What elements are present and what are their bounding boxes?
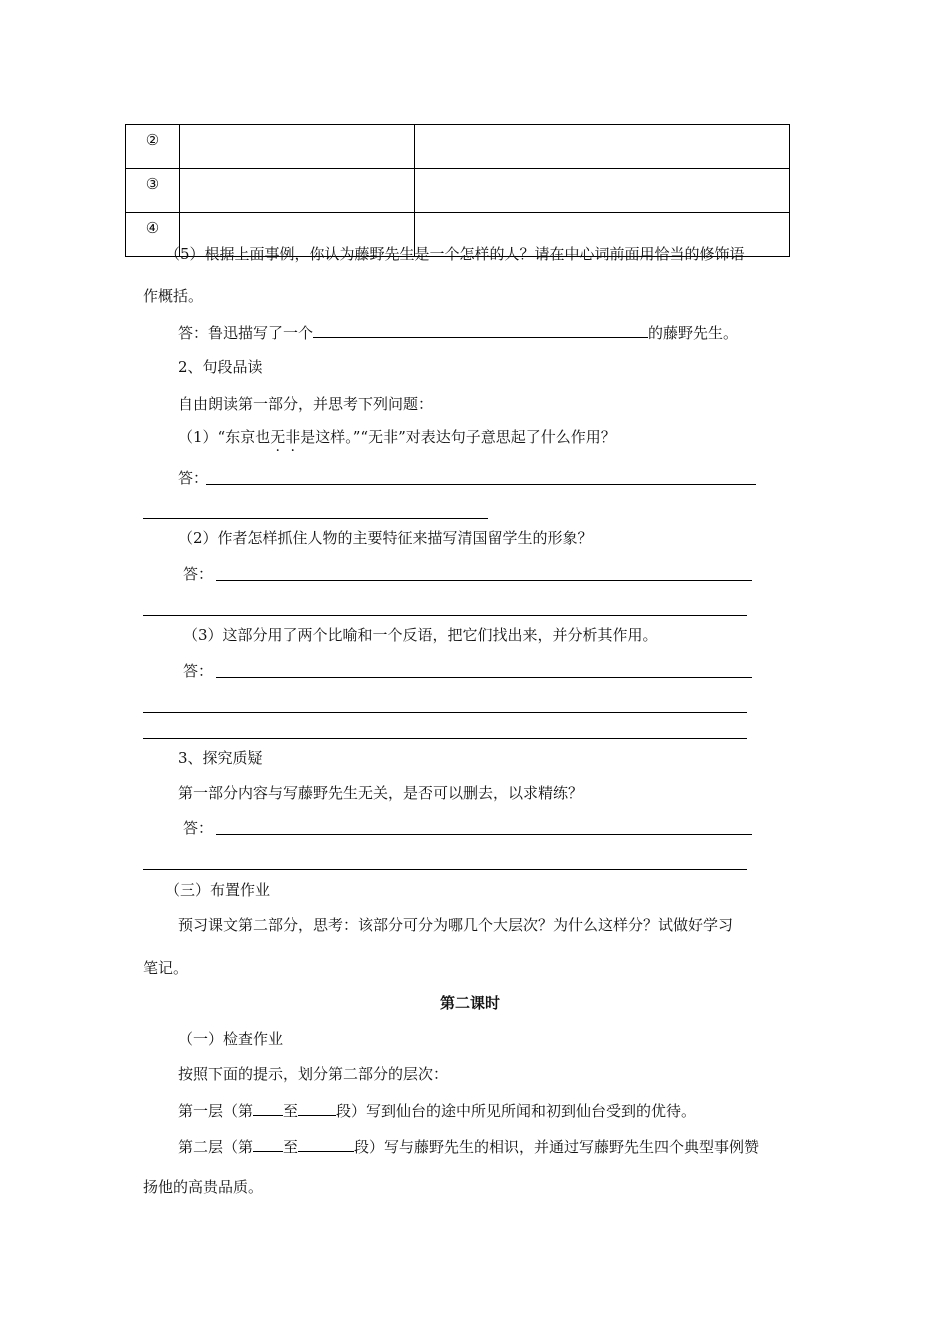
layer2-end-blank[interactable] [298, 1135, 354, 1152]
section3-title: 3、探究质疑 [178, 749, 263, 767]
section2-q3: （3）这部分用了两个比喻和一个反语，把它们找出来，并分析其作用。 [183, 626, 658, 644]
layer1 [178, 1099, 696, 1121]
q5-answer-prefix: 答：鲁迅描写了一个 [178, 324, 314, 342]
layer2-start-blank[interactable] [253, 1135, 283, 1152]
events-table [125, 124, 790, 257]
homework-title: （三）布置作业 [165, 881, 271, 899]
row-number: ③ [126, 169, 180, 213]
table-cell[interactable] [180, 125, 415, 169]
q5-answer [178, 321, 738, 343]
q3-answer-line-2[interactable] [143, 712, 747, 713]
q5-line1: （5）根据上面事例，你认为藤野先生是一个怎样的人？请在中心词前面用恰当的修饰语 [165, 245, 745, 263]
q1-answer-label: 答： [178, 469, 209, 487]
section2-title: 2、句段品读 [178, 358, 263, 376]
layer2-text-c: 段）写与藤野先生的相识，并通过写藤野先生四个典型事例赞 [354, 1138, 760, 1156]
table-cell[interactable] [180, 169, 415, 213]
layer1-text-a: 第一层（第 [178, 1102, 254, 1120]
section2-q1 [178, 427, 616, 447]
lesson2-instruction: 按照下面的提示，划分第二部分的层次： [178, 1065, 449, 1083]
layer1-end-blank[interactable] [298, 1099, 336, 1116]
layer1-text-b: 至 [283, 1102, 299, 1120]
section2-q2: （2）作者怎样抓住人物的主要特征来描写清国留学生的形象？ [178, 529, 593, 547]
section2-intro: 自由朗读第一部分，并思考下列问题： [178, 395, 434, 413]
homework-line1: 预习课文第二部分，思考：该部分可分为哪几个大层次？为什么这样分？试做好学习 [178, 916, 734, 934]
lesson2-heading: 第二课时 [440, 994, 501, 1012]
section3-answer-label: 答： [183, 819, 214, 837]
table-row [126, 125, 790, 169]
q1-emphasis-2: 非 [285, 428, 301, 446]
layer2-line2: 扬他的高贵品质。 [143, 1178, 264, 1196]
q2-answer-label: 答： [183, 565, 214, 583]
layer1-start-blank[interactable] [253, 1099, 283, 1116]
layer2-text-b: 至 [283, 1138, 299, 1156]
q5-answer-suffix: 的藤野先生。 [648, 324, 739, 342]
q5-answer-blank[interactable] [313, 321, 648, 338]
q1-text-b: 是这样。”“无非”对表达句子意思起了什么作用？ [300, 428, 616, 446]
section3-question: 第一部分内容与写藤野先生无关，是否可以删去，以求精练？ [178, 784, 584, 802]
layer2 [178, 1135, 759, 1157]
q1-text-a: （1）“东京也 [178, 428, 271, 446]
row-number: ④ [126, 213, 180, 257]
table-cell[interactable] [415, 169, 790, 213]
layer1-text-c: 段）写到仙台的途中所见所闻和初到仙台受到的优待。 [336, 1102, 697, 1120]
section3-answer-line[interactable] [216, 834, 752, 835]
homework-line2: 笔记。 [143, 959, 189, 977]
section3-answer-line-2[interactable] [143, 869, 747, 870]
q3-answer-line[interactable] [216, 677, 752, 678]
table-cell[interactable] [415, 125, 790, 169]
q2-answer-line-2[interactable] [143, 615, 747, 616]
q2-answer-line[interactable] [216, 580, 752, 581]
row-number: ② [126, 125, 180, 169]
q1-answer-line[interactable] [206, 484, 756, 485]
q3-answer-line-3[interactable] [143, 738, 747, 739]
layer2-text-a: 第二层（第 [178, 1138, 254, 1156]
q1-answer-line-2[interactable] [143, 518, 488, 519]
lesson2-check: （一）检查作业 [178, 1030, 284, 1048]
q5-line2: 作概括。 [143, 287, 204, 305]
q1-emphasis-1: 无 [270, 428, 286, 446]
q3-answer-label: 答： [183, 662, 214, 680]
table-row [126, 169, 790, 213]
